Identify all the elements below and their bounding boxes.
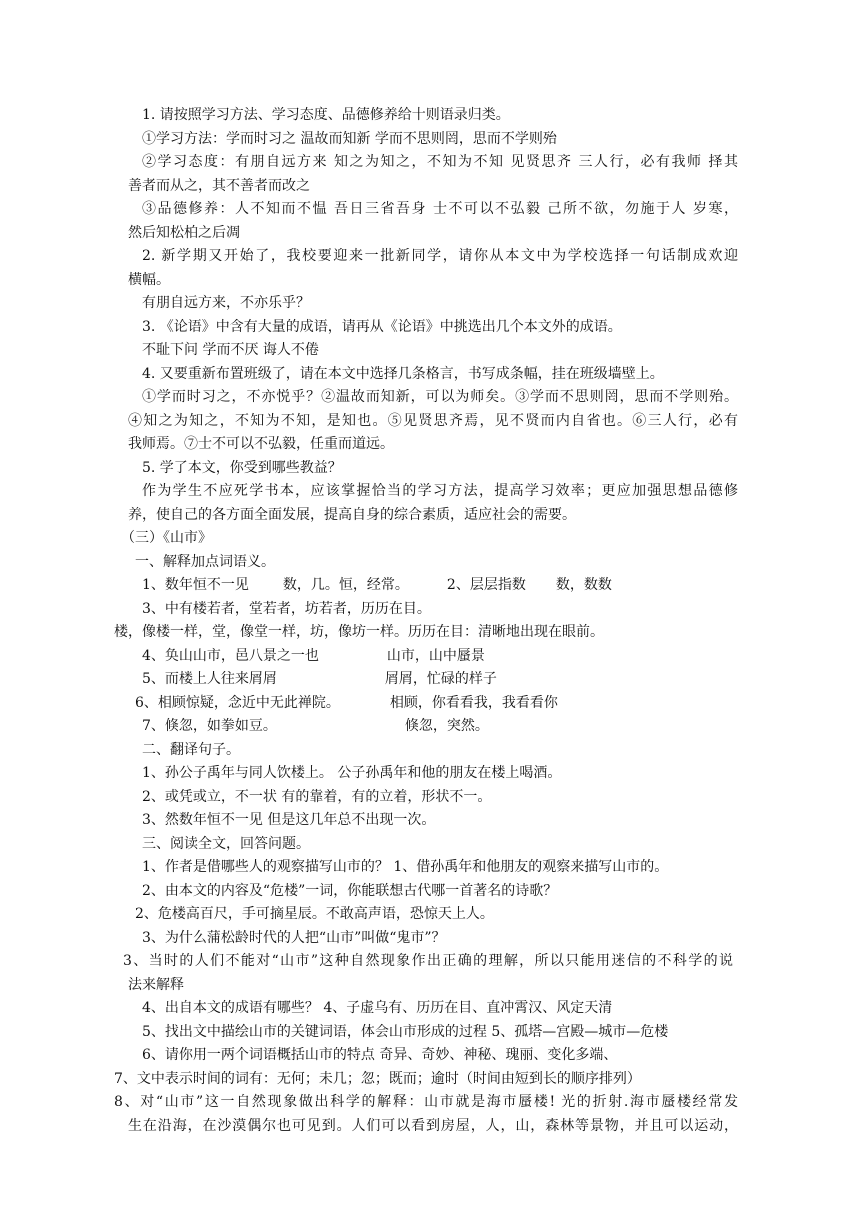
answer-5-cont: 养，使自己的各方面全面发展，提高自身的综合素质，适应社会的需要。 — [128, 506, 576, 523]
part-2-heading: 二、翻译句子。 — [142, 741, 240, 758]
reading-q2: 2、由本文的内容及“危楼”一词，你能联想古代哪一首著名的诗歌？ — [142, 882, 558, 899]
answer-3: 不耻下问 学而不厌 诲人不倦 — [142, 342, 319, 358]
reading-q1: 1、作者是借哪些人的观察描写山市的？ 1、借孙禹年和他朋友的观察来描写山市的。 — [142, 859, 669, 875]
reading-q6: 6、请你用一两个词语概括山市的特点 奇异、奇妙、神秘、瑰丽、变化多端、 — [142, 1047, 618, 1063]
answer-2: 有朋自远方来，不亦乐乎？ — [142, 295, 310, 311]
section-heading: （三）《山市》 — [121, 530, 212, 546]
translate-2: 2、或凭或立，不一状 有的靠着，有的立着，形状不一。 — [142, 788, 492, 805]
answer-4-end: 我师焉。⑦士不可以不弘毅，任重而道远。 — [128, 436, 394, 452]
answer-5: 作为学生不应死学书本，应该掌握恰当的学习方法，提高学习效率；更应加强思想品德修 — [142, 483, 738, 499]
answer-1-study-attitude-cont: 善者而从之，其不善者而改之 — [128, 177, 310, 194]
reading-q5: 5、找出文中描绘山市的关键词语，体会山市形成的过程 5、孤塔—宫殿—城市—危楼 — [142, 1023, 669, 1040]
reading-a3: 3、当时的人们不能对“山市”这种自然现象作出正确的理解，所以只能用迷信的不科学的说 — [123, 953, 733, 969]
answer-1-moral: ③品德修养：人不知而不愠 吾日三省吾身 士不可以不弘毅 己所不欲，勿施于人 岁寒， — [142, 201, 738, 217]
question-1: 1. 请按照学习方法、学习态度、品德修养给十则语录归类。 — [142, 107, 510, 123]
vocab-5-term: 5、而楼上人往来屑屑 — [142, 671, 277, 687]
answer-1-study-method: ①学习方法：学而时习之 温故而知新 学而不思则罔，思而不学则殆 — [142, 130, 557, 147]
vocab-1-meaning: 数，几。恒，经常。 — [282, 577, 409, 593]
vocab-7-meaning: 倏忽，突然。 — [404, 718, 489, 734]
vocab-5-meaning: 屑屑，忙碌的样子 — [384, 671, 497, 687]
part-3-heading: 三、阅读全文，回答问题。 — [142, 835, 310, 852]
vocab-row-4 — [128, 645, 738, 669]
vocab-row-7 — [128, 715, 738, 739]
answer-1-moral-cont: 然后知松柏之后凋 — [128, 224, 240, 241]
vocab-1-term: 1、数年恒不一见 — [142, 577, 249, 593]
vocab-3-term: 3、中有楼若者，堂若者，坊若者，历历在目。 — [142, 600, 431, 617]
vocab-4-term: 4、奂山山市，邑八景之一也 — [142, 647, 319, 664]
reading-q8-cont: 生在沿海，在沙漠偶尔也可见到。人们可以看到房屋，人，山，森林等景物，并且可以运动， — [128, 1117, 738, 1134]
vocab-7-term: 7、倏忽，如拳如豆。 — [142, 718, 277, 734]
question-2-cont: 横幅。 — [128, 271, 170, 288]
vocab-row-1 — [128, 574, 738, 598]
vocab-3-meaning: 楼，像楼一样，堂，像堂一样，坊，像坊一样。历历在目：清晰地出现在眼前。 — [114, 624, 604, 640]
reading-q4: 4、出自本文的成语有哪些？ 4、子虚乌有、历历在目、直冲霄汉、风定天清 — [142, 1000, 613, 1016]
answer-1-study-attitude: ②学习态度：有朋自远方来 知之为知之，不知为不知 见贤思齐 三人行，必有我师 择其 — [142, 154, 738, 170]
vocab-4-meaning: 山市，山中蜃景 — [386, 647, 485, 664]
reading-q8: 8、对“山市”这一自然现象做出科学的解释：山市就是海市蜃楼! 光的折射.海市蜃楼经常发 — [114, 1094, 738, 1110]
translate-1: 1、孙公子禹年与同人饮楼上。 公子孙禹年和他的朋友在楼上喝酒。 — [142, 765, 562, 781]
vocab-6-term: 6、相顾惊疑，念近中无此禅院。 — [135, 694, 340, 711]
question-5: 5. 学了本文，你受到哪些教益？ — [142, 459, 342, 476]
part-1-heading: 一、解释加点词语义。 — [135, 553, 275, 570]
question-2: 2. 新学期又开始了，我校要迎来一批新同学，请你从本文中为学校选择一句话制成欢迎 — [142, 248, 738, 264]
reading-q7: 7、文中表示时间的词有：无何；未几；忽；既而；逾时（时间由短到长的顺序排列） — [114, 1070, 641, 1087]
answer-4: ①学而时习之，不亦悦乎？②温故而知新，可以为师矣。③学而不思则罔，思而不学则殆。 — [142, 389, 738, 405]
question-3: 3. 《论语》中含有大量的成语，请再从《论语》中挑选出几个本文外的成语。 — [142, 318, 622, 335]
reading-a2: 2、危楼高百尺，手可摘星辰。不敢高声语，恐惊天上人。 — [135, 906, 494, 922]
question-4: 4. 又要重新布置班级了，请在本文中选择几条格言，书写成条幅，挂在班级墙壁上。 — [142, 365, 664, 382]
vocab-2-term: 2、层层指数 — [446, 577, 526, 593]
vocab-row-5 — [128, 668, 738, 692]
reading-q3: 3、为什么蒲松龄时代的人把“山市”叫做“鬼市”？ — [142, 929, 446, 946]
vocab-row-6 — [128, 692, 738, 716]
reading-a3-cont: 法来解释 — [128, 976, 184, 993]
document-body — [114, 104, 738, 1138]
answer-4-cont: ④知之为知之，不知为不知，是知也。⑤见贤思齐焉，见不贤而内自省也。⑥三人行，必有 — [128, 412, 738, 429]
vocab-6-meaning: 相顾，你看看我，我看看你 — [389, 694, 558, 711]
vocab-2-meaning: 数，数数 — [555, 577, 612, 593]
translate-3: 3、然数年恒不一见 但是这几年总不出现一次。 — [142, 812, 436, 828]
